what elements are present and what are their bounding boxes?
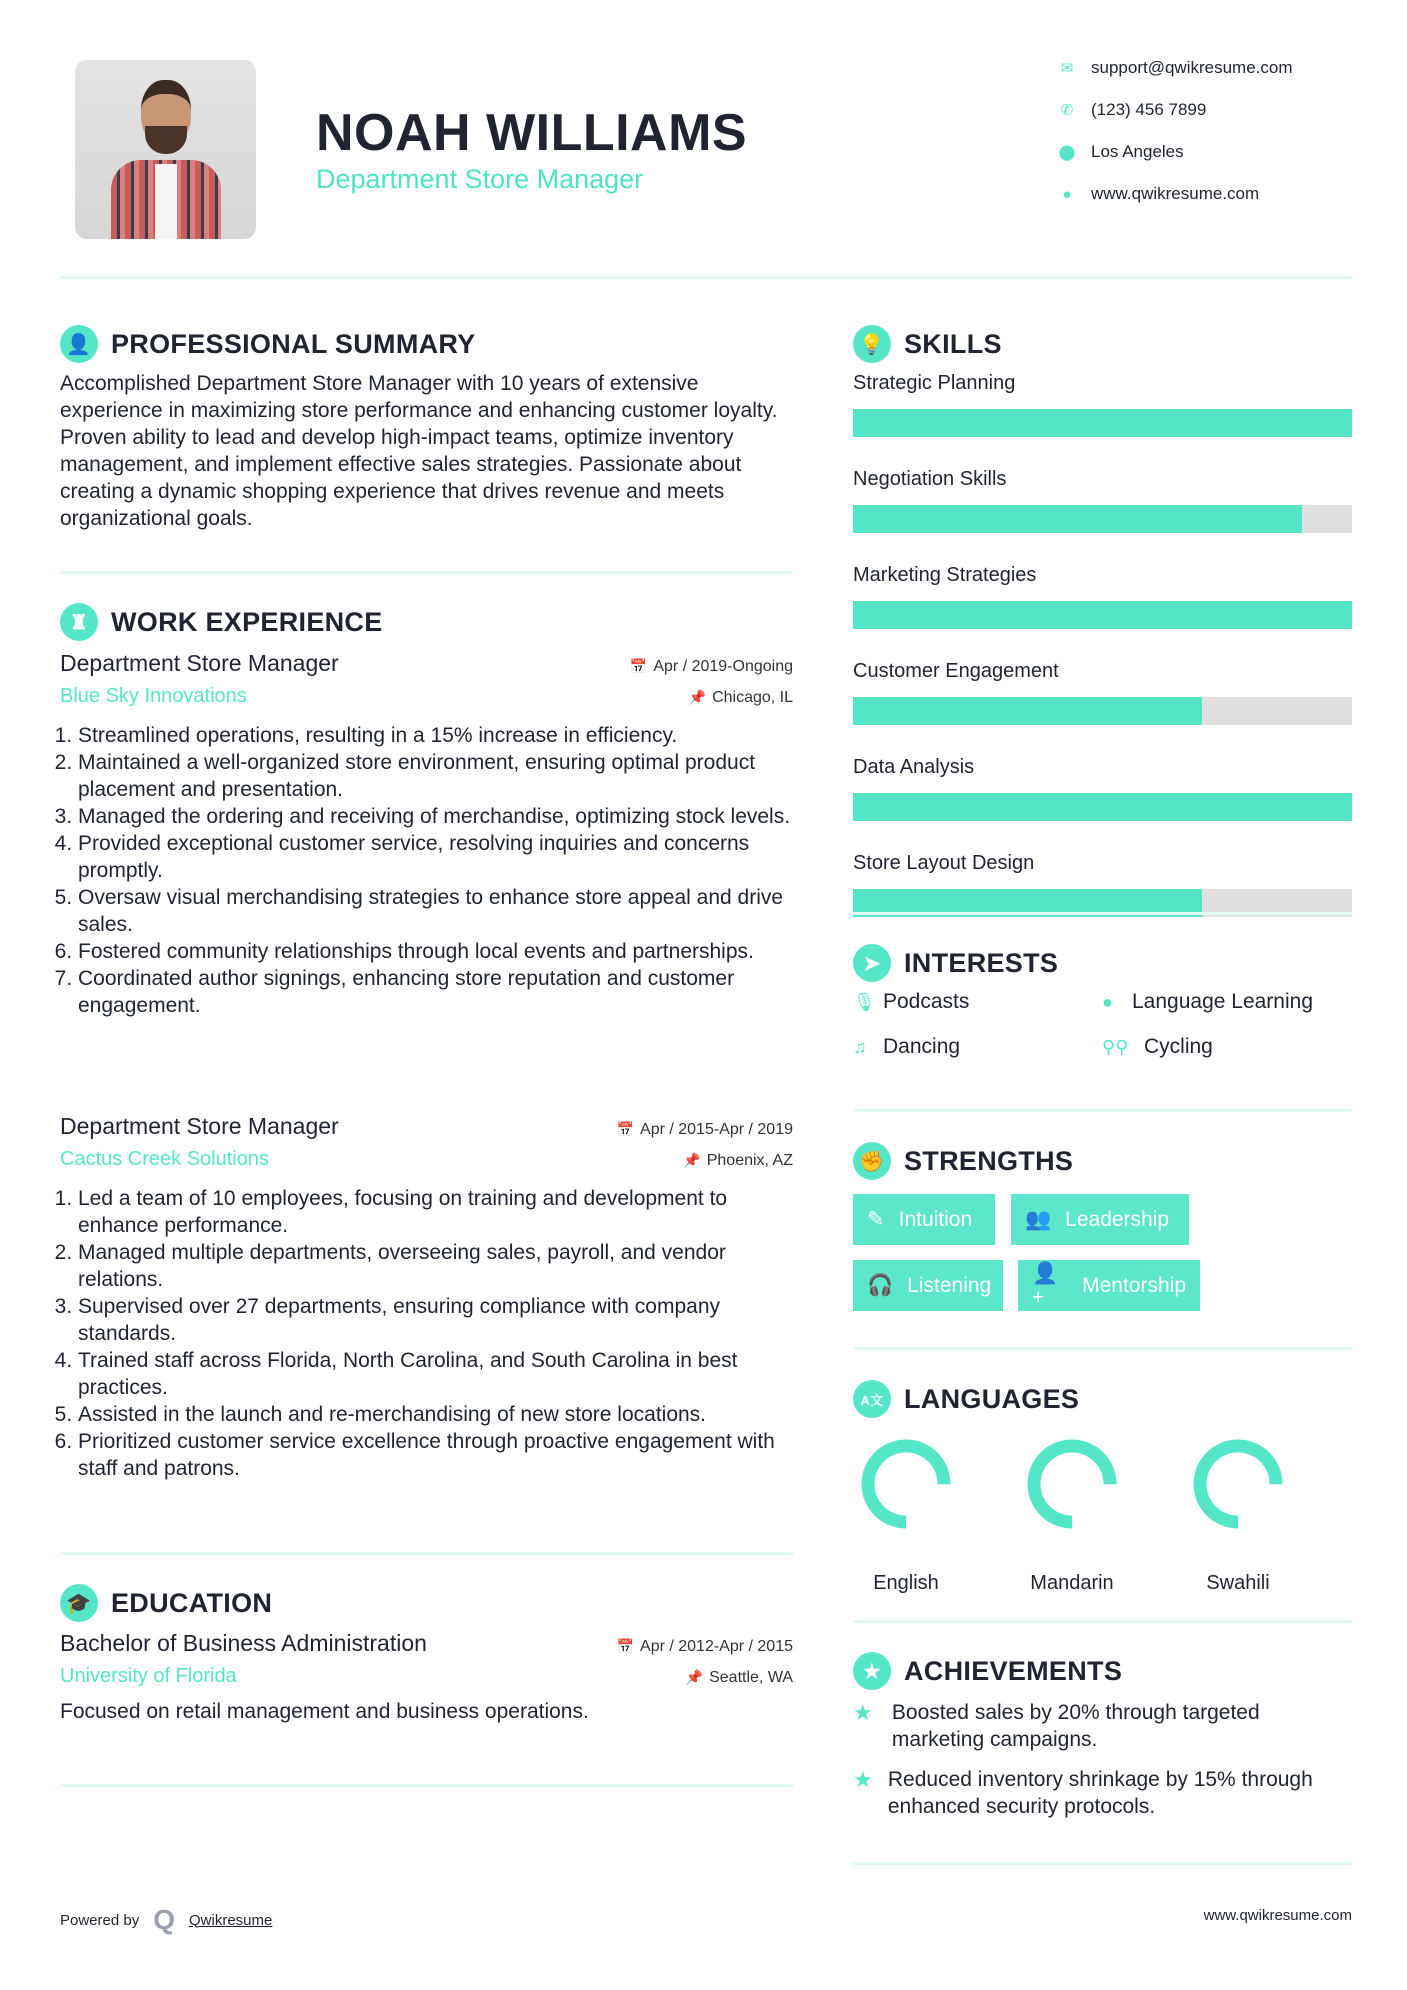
star-icon: ★ (853, 1767, 873, 1792)
interest-item (853, 990, 969, 1014)
location-text: Chicago, IL (712, 689, 793, 706)
job-location (683, 1152, 793, 1170)
contact-text: (123) 456 7899 (1091, 100, 1207, 119)
skill-item (853, 468, 1352, 533)
achievement-text: Boosted sales by 20% through targeted marketing campaigns. (891, 1701, 1260, 1751)
language-level-ring (1188, 1434, 1288, 1534)
star-badge-icon: ★ (853, 1652, 891, 1690)
phone-icon: ✆ (1060, 102, 1074, 119)
education-location (686, 1669, 793, 1687)
music-icon: ♫ (853, 1036, 867, 1057)
skill-item (853, 852, 1352, 917)
heading-text: STRENGTHS (904, 1145, 1074, 1176)
tag-label: Listening (907, 1273, 992, 1297)
achievements-heading (853, 1652, 1122, 1690)
strength-tag (1011, 1194, 1189, 1245)
language-level-arc (868, 1446, 944, 1522)
calendar-icon: 📅 (616, 1638, 635, 1654)
footer-website[interactable]: www.qwikresume.com (1203, 1907, 1352, 1924)
tag-label: Mentorship (1082, 1273, 1186, 1297)
heading-text: ACHIEVEMENTS (904, 1655, 1123, 1686)
list-item: 4. Trained staff across Florida, North Carolina, and South Carolina in best practices. (78, 1347, 793, 1401)
company-name: Cactus Creek Solutions (60, 1148, 269, 1170)
language-level-ring (856, 1434, 956, 1534)
skill-label: Negotiation Skills (853, 468, 1007, 490)
language-item (1002, 1434, 1142, 1595)
job-entry (60, 650, 793, 1019)
language-label: English (873, 1572, 939, 1594)
education-description: Focused on retail management and business operations. (60, 1700, 589, 1723)
divider (853, 1109, 1352, 1112)
job-date (617, 1121, 793, 1139)
language-icon: A文 (853, 1380, 891, 1418)
contact-text: www.qwikresume.com (1091, 184, 1260, 203)
list-item: 1. Streamlined operations, resulting in a 15% increase in efficiency. (78, 722, 793, 749)
list-item: 4. Provided exceptional customer service, resolving inquiries and concerns promptly. (78, 830, 793, 884)
location-text: Seattle, WA (709, 1669, 793, 1686)
strength-tag (853, 1194, 995, 1245)
language-item (1168, 1434, 1308, 1595)
job-location (689, 689, 793, 707)
chair-icon: ♜ (60, 603, 98, 641)
qwikresume-logo-icon: Q (153, 1904, 175, 1935)
divider (60, 1784, 793, 1787)
globe-icon: ● (1062, 185, 1072, 203)
interest-label: Cycling (1144, 1035, 1213, 1058)
list-item: 1. Led a team of 10 employees, focusing on training and development to enhance performance. (78, 1185, 793, 1239)
profile-photo (75, 60, 256, 239)
bicycle-icon: ⚲⚲ (1102, 1036, 1129, 1057)
heading-text: INTERESTS (904, 947, 1059, 978)
contact-phone (1057, 100, 1206, 120)
language-level-arc (1200, 1446, 1276, 1522)
users-icon: 👥 (1025, 1207, 1052, 1231)
list-item: 7. Coordinated author signings, enhancing store reputation and customer engagement. (78, 965, 793, 1019)
header-divider (60, 276, 1352, 279)
divider (853, 1347, 1352, 1350)
summary-text: Accomplished Department Store Manager with 10 years of extensive experience in maximizing store performance and enhancing customer loyalty. Proven ability to lead and develop high-impact teams, optimize inventory management, and implement effective sales strategies. Passionate about creating a dynamic shopping experience that drives revenue and meets organizational goals. (60, 372, 778, 530)
interest-label: Podcasts (883, 990, 970, 1013)
language-level-arc (1034, 1446, 1110, 1522)
skill-label: Marketing Strategies (853, 564, 1037, 586)
contact-text: Los Angeles (1091, 142, 1184, 161)
fist-icon: ✊ (853, 1142, 891, 1180)
skills-list (853, 372, 1352, 917)
work-heading (60, 603, 383, 641)
list-item: 3. Supervised over 27 departments, ensuring compliance with company standards. (78, 1293, 793, 1347)
magic-wand-icon: ✎ (867, 1208, 885, 1231)
achievement-text: Reduced inventory shrinkage by 15% through enhanced security protocols. (887, 1768, 1313, 1818)
powered-by-text: Powered by (60, 1911, 140, 1929)
pushpin-icon: 📌 (683, 1152, 701, 1168)
skill-bar-fill (853, 505, 1302, 533)
interest-item (853, 1035, 960, 1059)
candidate-role: Department Store Manager (316, 164, 644, 194)
skill-bar (853, 697, 1352, 725)
heading-text: EDUCATION (111, 1587, 273, 1618)
lightbulb-icon: 💡 (853, 325, 891, 363)
heading-text: WORK EXPERIENCE (111, 606, 383, 637)
divider (853, 1862, 1352, 1865)
job-title: Department Store Manager (60, 650, 339, 676)
language-level-ring (1022, 1434, 1122, 1534)
contact-location (1057, 142, 1184, 162)
skill-bar-fill (853, 697, 1202, 725)
skill-bar (853, 793, 1352, 821)
qwikresume-link[interactable]: Qwikresume (189, 1911, 273, 1929)
skill-label: Strategic Planning (853, 372, 1016, 394)
languages-list (836, 1434, 1308, 1595)
microphone-icon: 🎙 (853, 991, 876, 1012)
languages-heading (853, 1380, 1079, 1418)
strengths-heading (853, 1142, 1073, 1180)
language-item (836, 1434, 976, 1595)
tag-label: Intuition (898, 1207, 973, 1231)
date-text: Apr / 2012-Apr / 2015 (640, 1638, 793, 1655)
globe-icon: ● (1102, 991, 1113, 1012)
skill-item (853, 372, 1352, 437)
interest-label: Dancing (883, 1035, 961, 1058)
skill-bar (853, 505, 1352, 533)
company-name: Blue Sky Innovations (60, 685, 247, 707)
school-name: University of Florida (60, 1665, 237, 1687)
graduate-icon: 🎓 (60, 1584, 98, 1622)
pushpin-icon: 📌 (688, 689, 707, 705)
interest-item (1102, 990, 1313, 1014)
summary-heading (60, 325, 476, 363)
skills-heading (853, 325, 1002, 363)
footer-powered-by (60, 1904, 272, 1936)
skill-bar (853, 409, 1352, 437)
skill-item (853, 756, 1352, 821)
calendar-icon: 📅 (616, 1121, 635, 1137)
interest-label: Language Learning (1132, 990, 1314, 1013)
divider (60, 1552, 793, 1555)
skill-label: Store Layout Design (853, 852, 1035, 874)
skill-item (853, 564, 1352, 629)
skill-label: Customer Engagement (853, 660, 1059, 682)
skill-bar-fill (853, 793, 1352, 821)
contact-email[interactable] (1057, 58, 1293, 78)
list-item: 5. Oversaw visual merchandising strategies to enhance store appeal and drive sales. (78, 884, 793, 938)
job-date (630, 658, 793, 676)
job-title: Department Store Manager (60, 1113, 339, 1139)
education-entry (60, 1630, 793, 1725)
paper-plane-icon: ➤ (853, 944, 891, 982)
skill-item (853, 660, 1352, 725)
map-pin-icon: ⬤ (1058, 144, 1076, 161)
strength-tag (1018, 1260, 1200, 1311)
date-text: Apr / 2019-Ongoing (653, 658, 793, 675)
user-plus-icon: 👤+ (1032, 1261, 1059, 1309)
envelope-icon: ✉ (1060, 60, 1074, 77)
divider (853, 1620, 1352, 1623)
strength-tag (853, 1260, 1003, 1311)
star-icon: ★ (853, 1700, 873, 1725)
list-item: 2. Maintained a well-organized store environment, ensuring optimal product placement and presentation. (78, 749, 793, 803)
list-item: 2. Managed multiple departments, overseeing sales, payroll, and vendor relations. (78, 1239, 793, 1293)
job-duties (60, 1185, 793, 1482)
interests-heading (853, 944, 1058, 982)
candidate-name: NOAH WILLIAMS (316, 104, 748, 162)
education-date (617, 1638, 793, 1656)
contact-text: support@qwikresume.com (1091, 58, 1293, 77)
skill-bar-fill (853, 601, 1352, 629)
list-item: 3. Managed the ordering and receiving of merchandise, optimizing stock levels. (78, 803, 793, 830)
skill-bar (853, 601, 1352, 629)
degree: Bachelor of Business Administration (60, 1630, 427, 1656)
skill-bar-fill (853, 409, 1352, 437)
location-text: Phoenix, AZ (706, 1152, 793, 1169)
achievement-item (853, 1766, 1343, 1820)
contact-website[interactable] (1057, 184, 1259, 204)
interest-item (1102, 1035, 1213, 1059)
education-heading (60, 1584, 272, 1622)
job-entry (60, 1113, 793, 1482)
language-label: Mandarin (1030, 1572, 1114, 1594)
skill-label: Data Analysis (853, 756, 975, 778)
heading-text: SKILLS (904, 328, 1002, 359)
headphones-icon: 🎧 (867, 1273, 894, 1297)
list-item: 5. Assisted in the launch and re-merchandising of new store locations. (78, 1401, 793, 1428)
divider (853, 912, 1352, 915)
date-text: Apr / 2015-Apr / 2019 (640, 1121, 793, 1138)
calendar-icon: 📅 (629, 658, 648, 674)
user-icon: 👤 (60, 325, 98, 363)
heading-text: LANGUAGES (904, 1383, 1080, 1414)
list-item: 6. Prioritized customer service excellence through proactive engagement with staff and patrons. (78, 1428, 793, 1482)
divider (60, 571, 793, 574)
list-item: 6. Fostered community relationships through local events and partnerships. (78, 938, 793, 965)
heading-text: PROFESSIONAL SUMMARY (111, 328, 476, 359)
job-duties (60, 722, 793, 1019)
achievement-item (853, 1699, 1343, 1753)
tag-label: Leadership (1065, 1207, 1170, 1231)
pushpin-icon: 📌 (685, 1669, 704, 1685)
language-label: Swahili (1206, 1572, 1270, 1594)
